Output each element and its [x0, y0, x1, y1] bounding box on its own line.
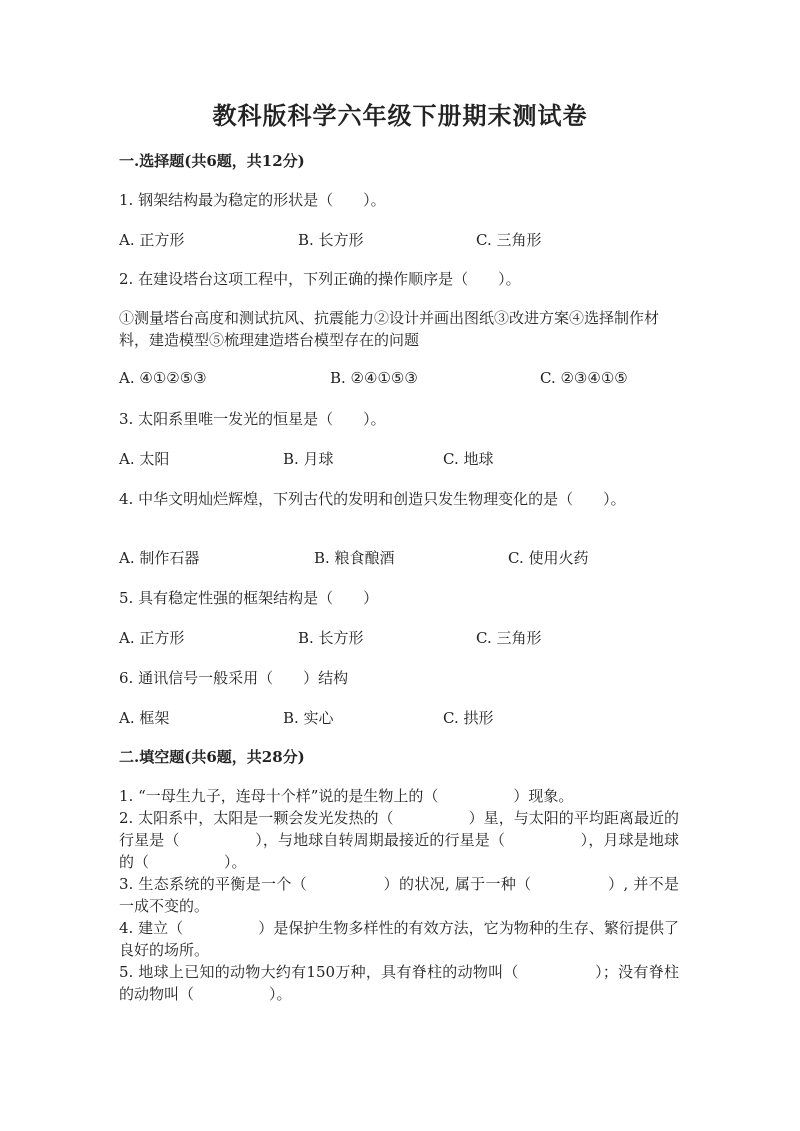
- option-c: C. 三角形: [476, 629, 542, 647]
- option-c: C. 地球: [443, 450, 494, 468]
- fill-item: 5. 地球上已知的动物大约有150万种，具有脊柱的动物叫（ ）；没有脊柱的动物叫（ ）。: [119, 963, 679, 1003]
- option-b: B. 月球: [283, 450, 334, 468]
- option-a: A. 太阳: [119, 450, 170, 468]
- question-stem: 5. 具有稳定性强的框架结构是（ ）: [119, 589, 379, 607]
- section-heading-choice: 一.选择题(共6题，共12分): [119, 152, 305, 170]
- option-b: B. ②④①⑤③: [330, 369, 418, 387]
- section-heading-fill: 二.填空题(共6题，共28分): [119, 748, 305, 766]
- fill-item: 1. “一母生九子，连母十个样”说的是生物上的（ ）现象。: [119, 787, 574, 805]
- question-stem: 6. 通讯信号一般采用（ ）结构: [119, 669, 349, 687]
- fill-in-list: [119, 785, 679, 1005]
- question-stem: 2. 在建设塔台这项工程中，下列正确的操作顺序是（ ）。: [119, 270, 521, 288]
- option-b: B. 长方形: [298, 231, 364, 249]
- option-b: B. 粮食酿酒: [314, 549, 395, 567]
- question-stem: 3. 太阳系里唯一发光的恒星是（ ）。: [119, 410, 386, 428]
- option-c: C. 使用火药: [508, 549, 589, 567]
- option-b: B. 长方形: [298, 629, 364, 647]
- question-detail: ①测量塔台高度和测试抗风、抗震能力②设计并画出图纸③改进方案④选择制作材料，建造模型⑤梳理建造塔台模型存在的问题: [119, 309, 660, 349]
- option-a: A. 正方形: [119, 629, 185, 647]
- option-a: A. 正方形: [119, 231, 185, 249]
- question-stem: 1. 钢架结构最为稳定的形状是（ ）。: [119, 191, 386, 209]
- question-stem: 4. 中华文明灿烂辉煌，下列古代的发明和创造只发生物理变化的是（ ）。: [119, 490, 626, 508]
- option-c: C. ②③④①⑤: [540, 369, 628, 387]
- fill-item: 4. 建立（ ）是保护生物多样性的有效方法，它为物种的生存、繁衍提供了良好的场所。: [119, 919, 679, 959]
- option-c: C. 三角形: [476, 231, 542, 249]
- page-title: 教科版科学六年级下册期末测试卷: [212, 101, 588, 130]
- option-a: A. 制作石器: [119, 549, 200, 567]
- option-a: A. ④①②⑤③: [119, 369, 207, 387]
- fill-item: 2. 太阳系中，太阳是一颗会发光发热的（ ）星，与太阳的平均距离最近的行星是（ ），与地球自转周期最接近的行星是（ ），月球是地球的（ ）。: [119, 809, 679, 871]
- option-b: B. 实心: [283, 709, 334, 727]
- option-c: C. 拱形: [443, 709, 494, 727]
- option-a: A. 框架: [119, 709, 170, 727]
- fill-item: 3. 生态系统的平衡是一个（ ）的状况, 属于一种（ ）, 并不是一成不变的。: [119, 875, 679, 915]
